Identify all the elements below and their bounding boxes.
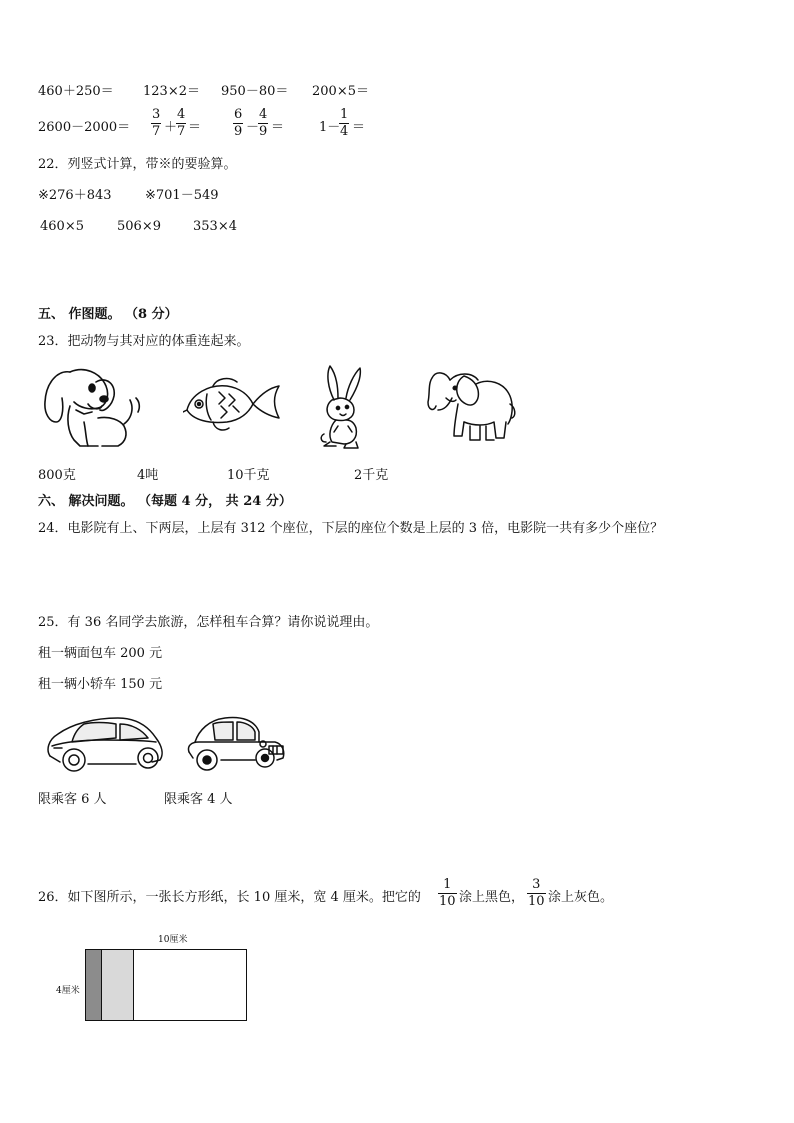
q22-item: 353×4 [193, 219, 237, 234]
fraction: 4 7 [177, 107, 186, 139]
q22-item: ※701－549 [145, 188, 219, 203]
q22-item: 460×5 [40, 219, 84, 234]
weight-option: 2千克 [354, 468, 389, 483]
black-part [86, 950, 102, 1020]
equals: ＝ [188, 120, 202, 135]
calc-5: 2600－2000＝ [38, 120, 131, 135]
section-6-title: 六、 解决问题。 （每题 4 分， 共 24 分） [38, 494, 292, 509]
q26-text-1: 26．如下图所示，一张长方形纸，长 10 厘米，宽 4 厘米。把它的 [38, 890, 421, 905]
q25-line-2: 租一辆小轿车 150 元 [38, 677, 163, 692]
gray-part [102, 950, 134, 1020]
q26-text-2: 涂上黑色， [459, 890, 525, 905]
elephant-icon [424, 364, 518, 446]
dog-icon [40, 362, 148, 452]
calc-4: 200×5＝ [312, 84, 369, 99]
fraction: 1 4 [340, 107, 349, 139]
fraction: 3 7 [152, 107, 161, 139]
fraction: 1 10 [439, 877, 456, 909]
width-label: 4厘米 [56, 986, 80, 996]
fraction: 3 10 [528, 877, 545, 909]
equals: ＝ [271, 120, 285, 135]
operator: 1－ [319, 120, 341, 135]
operator: － [246, 120, 260, 135]
calc-1: 460＋250＝ [38, 84, 114, 99]
q24-text: 24．电影院有上、下两层，上层有 312 个座位，下层的座位个数是上层的 3 倍，电影院一共有多少个座位？ [38, 521, 664, 536]
capacity-2: 限乘客 4 人 [164, 792, 233, 807]
fraction: 4 9 [259, 107, 268, 139]
weight-option: 800克 [38, 468, 76, 483]
car-icon [185, 712, 287, 774]
calc-3: 950－80＝ [221, 84, 289, 99]
weight-option: 4吨 [137, 468, 159, 483]
weight-option: 10千克 [227, 468, 270, 483]
q25-line-1: 租一辆面包车 200 元 [38, 646, 163, 661]
fish-icon [183, 376, 281, 434]
q25-title: 25．有 36 名同学去旅游，怎样租车合算？请你说说理由。 [38, 615, 379, 630]
paper-rectangle [85, 949, 247, 1021]
q23-title: 23．把动物与其对应的体重连起来。 [38, 334, 250, 349]
operator: ＋ [164, 120, 178, 135]
q26-text-3: 涂上灰色。 [548, 890, 614, 905]
length-label: 10厘米 [158, 935, 188, 945]
fraction: 6 9 [234, 107, 243, 139]
rabbit-icon [314, 364, 370, 450]
q22-item: ※276＋843 [38, 188, 112, 203]
capacity-1: 限乘客 6 人 [38, 792, 107, 807]
calc-2: 123×2＝ [143, 84, 200, 99]
minibus-icon [44, 712, 166, 774]
equals: ＝ [352, 120, 366, 135]
q22-title: 22．列竖式计算，带※的要验算。 [38, 157, 237, 172]
section-5-title: 五、 作图题。 （8 分） [38, 307, 178, 322]
q22-item: 506×9 [117, 219, 161, 234]
